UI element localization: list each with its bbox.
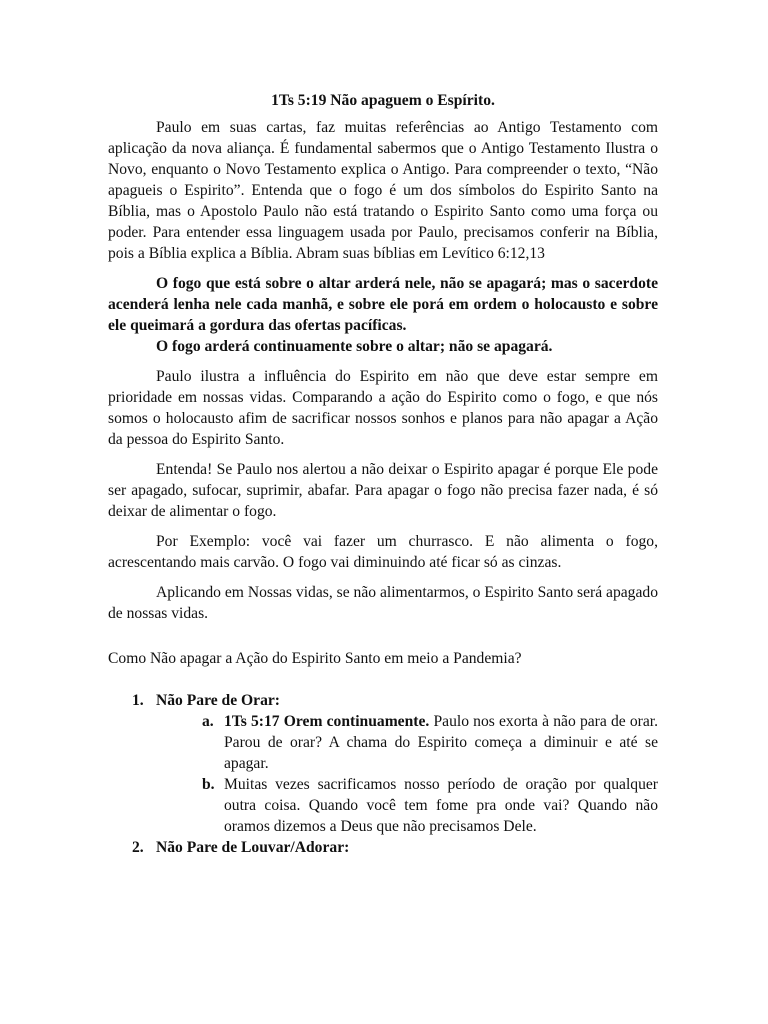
sub-list-item [202,711,658,774]
list-item [108,837,658,858]
sub-list-item [202,774,658,837]
section-question: Como Não apagar a Ação do Espirito Santo em meio a Pandemia? [108,650,522,667]
section-spacer [108,633,658,648]
paragraph-intro: Paulo em suas cartas, faz muitas referências ao Antigo Testamento com aplicação da nova aliança. É fundamental sabermos que o Antigo Testamento Ilustra o Novo, enquanto o Novo Testamento explica o Antigo. Para compreender o texto, “Não apagueis o Espirito”. Entenda que o fogo é um dos símbolos do Espirito Santo na Bíblia, mas o Apostolo Paulo não está tratando o Espirito Santo como uma força ou poder. Para entender essa linguagem usada por Paulo, precisamos conferir na Bíblia, pois a Bíblia explica a Bíblia. Abram suas bíblias em Levítico 6:12,13 [108,119,658,262]
numbered-list [108,690,658,858]
sub-list-item-letter: b. [202,776,215,793]
paragraph-example: Por Exemplo: você vai fazer um churrasco. E não alimenta o fogo, acrescentando mais carvão. O fogo vai diminuindo até ficar só as cinzas. [108,533,658,571]
paragraph-application: Aplicando em Nossas vidas, se não alimentarmos, o Espirito Santo será apagado de nossas vidas. [108,584,658,622]
sub-list [156,711,658,837]
list-item [108,690,658,837]
paragraph-influence: Paulo ilustra a influência do Espirito em não que deve estar sempre em prioridade em nossas vidas. Comparando a ação do Espirito como o fogo, e que nós somos o holocausto afim de sacrificar nossos sonhos e planos para não apagar a Ação da pessoa do Espirito Santo. [108,368,658,448]
document-title: 1Ts 5:19 Não apaguem o Espírito. [271,92,495,109]
list-item-number: 2. [132,839,144,856]
sub-list-item-letter: a. [202,713,214,730]
list-item-label: Não Pare de Louvar/Adorar: [156,839,350,856]
document-page [108,90,658,858]
sub-list-item-text: Muitas vezes sacrificamos nosso período de oração por qualquer outra coisa. Quando você tem fome pra onde vai? Quando não oramos dizemos a Deus que não precisamos Dele. [224,776,658,835]
list-item-label: Não Pare de Orar: [156,692,280,709]
paragraph-leviticus-quote-13: O fogo arderá continuamente sobre o altar; não se apagará. [156,338,553,355]
list-item-number: 1. [132,692,144,709]
paragraph-leviticus-quote-12: O fogo que está sobre o altar arderá nele, não se apagará; mas o sacerdote acenderá lenha nele cada manhã, e sobre ele porá em ordem o holocausto e sobre ele queimará a gordura das ofertas pacíficas. [108,275,658,334]
paragraph-warning: Entenda! Se Paulo nos alertou a não deixar o Espirito apagar é porque Ele pode ser apagado, sufocar, suprimir, abafar. Para apagar o fogo não precisa fazer nada, é só deixar de alimentar o fogo. [108,461,658,520]
sub-list-item-bold-text: 1Ts 5:17 Orem continuamente. [224,713,430,730]
sub-list-item-text: Paulo nos exorta à não para de orar. Parou de orar? A chama do Espirito começa a diminuir e até se apagar. [224,713,658,772]
